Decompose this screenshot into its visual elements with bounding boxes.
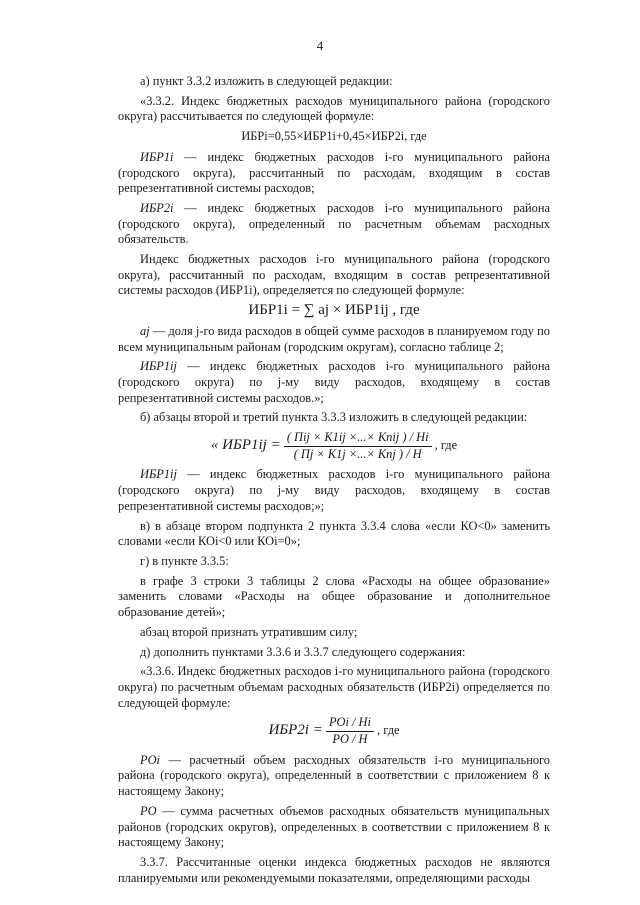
definition-po: PO — сумма расчетных объемов расходных обязательств муниципальных районов (городских округов), определенных в соответствии с приложением 8 к настоящему Закону;	[118, 803, 550, 850]
paragraph-table2: в графе 3 строки 3 таблицы 2 слова «Расходы на общее образование» заменить словами «Расходы на общее образование и дополнительное образование детей»;	[118, 573, 550, 620]
symbol-po: PO	[140, 803, 157, 818]
fraction-numerator: ( Пij × К1ij ×...× Кnij ) / Нi	[284, 430, 432, 447]
symbol-aj: aj	[140, 323, 150, 338]
definition-ibr1ij-2: ИБР1ij — индекс бюджетных расходов i-го муниципального района (городского округа) по j-му виду расходов, входящему в состав репрезентативной системы расходов;»;	[118, 467, 550, 513]
formula-tail: , где	[434, 438, 458, 453]
formula-ibr2	[118, 715, 550, 747]
definition-ibr2: ИБР2i — индекс бюджетных расходов i-го муниципального района (городского округа), определенный по расчетным объемам расходных обязательств.	[118, 200, 550, 247]
symbol-ibr2: ИБР2i	[140, 200, 174, 215]
paragraph-332: «3.3.2. Индекс бюджетных расходов муниципального района (городского округа) рассчитывается по следующей формуле:	[118, 93, 550, 124]
paragraph-d: д) дополнить пунктами 3.3.6 и 3.3.7 следующего содержания:	[140, 644, 466, 659]
paragraph-336: «3.3.6. Индекс бюджетных расходов i-го муниципального района (городского округа) по расчетным объемам расходных обязательств (ИБР2i) определяется по следующей формуле:	[118, 664, 550, 710]
definition-ibr1ij: ИБР1ij — индекс бюджетных расходов i-го муниципального района (городского округа) по j-му виду расходов, входящему в состав репрезентативной системы расходов.»;	[118, 359, 550, 405]
paragraph-ibr1-intro: Индекс бюджетных расходов i-го муниципального района (городского округа), рассчитанный по расходам, входящим в состав репрезентативной системы расходов (ИБР1i), определяется по следующей формуле:	[118, 252, 550, 298]
formula-ibr2-lhs: ИБР2i =	[268, 722, 323, 739]
definition-ibr1: ИБР1i — индекс бюджетных расходов i-го муниципального района (городского округа), рассчитанный по расходам, входящим в состав репрезентативной системы расходов;	[118, 149, 550, 196]
fraction	[326, 715, 374, 747]
paragraph-v: в) в абзаце втором подпункта 2 пункта 3.3.4 слова «если КО<0» заменить словами «если КОi<0 или КОi=0»;	[118, 518, 550, 549]
paragraph-337: 3.3.7. Рассчитанные оценки индекса бюджетных расходов не являются планируемыми или рекомендуемыми показателями, определяющими расходы	[118, 854, 550, 885]
paragraph-a: а) пункт 3.3.2 изложить в следующей редакции:	[140, 74, 393, 88]
fraction-denominator: PO / Н	[332, 732, 368, 747]
fraction-numerator: POi / Нi	[326, 715, 374, 732]
symbol-ibr1ij: ИБР1ij	[140, 467, 177, 482]
page-number: 4	[316, 38, 324, 53]
paragraph-b: б) абзацы второй и третий пункта 3.3.3 изложить в следующей редакции:	[140, 410, 528, 425]
fraction	[284, 430, 432, 462]
document-body	[118, 74, 550, 890]
formula-ibr1ij	[118, 430, 550, 462]
definition-poi: POi — расчетный объем расходных обязательств i-го муниципального района (городского округа), определенный в соответствии с приложением 8 к настоящему Закону;	[118, 752, 550, 799]
formula-ibr1ij-lhs: « ИБР1ij =	[210, 437, 281, 454]
formula-ibr: ИБРi=0,55×ИБР1i+0,45×ИБР2i, где	[241, 129, 427, 144]
paragraph-g: г) в пункте 3.3.5:	[140, 553, 229, 568]
fraction-denominator: ( Пj × К1j ×...× Кnj ) / Н	[293, 446, 422, 461]
symbol-ibr1: ИБР1i	[140, 149, 174, 164]
definition-aj: aj — доля j-го вида расходов в общей сумме расходов в планируемом году по всем муниципальным районам (городским округам), согласно таблице 2;	[118, 323, 550, 354]
symbol-ibr1ij: ИБР1ij	[140, 359, 177, 374]
symbol-poi: POi	[140, 752, 160, 767]
formula-tail: , где	[377, 723, 400, 738]
paragraph-invalid: абзац второй признать утратившим силу;	[140, 624, 358, 639]
formula-ibr1: ИБР1i = ∑ aj × ИБР1ij , где	[248, 302, 420, 319]
